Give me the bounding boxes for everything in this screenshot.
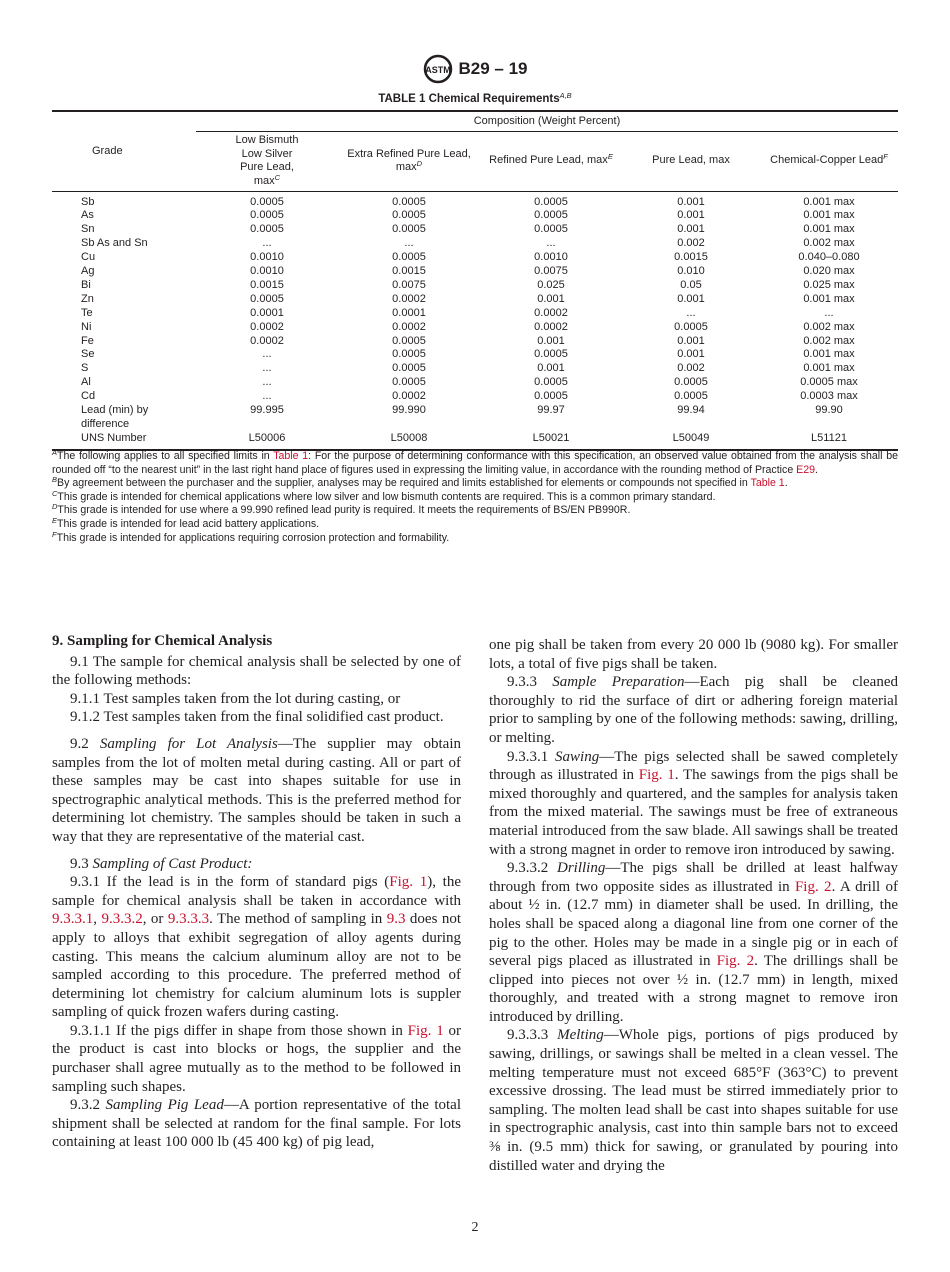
- grade-cell: Se: [81, 348, 95, 361]
- cross-reference-link[interactable]: Fig. 1: [407, 1022, 444, 1039]
- value-cell: 0.0005: [534, 223, 568, 236]
- table-row: [52, 209, 898, 223]
- value-cell: ...: [686, 306, 696, 319]
- table-title: [0, 93, 950, 105]
- text-run: 9.3.2: [70, 1097, 106, 1114]
- cross-reference-link[interactable]: Fig. 1: [389, 874, 428, 891]
- grade-cell: Te: [81, 306, 93, 319]
- value-cell: 0.001: [677, 209, 705, 222]
- italic-run: Sampling Pig Lead: [105, 1097, 224, 1114]
- grade-cell: As: [81, 209, 94, 222]
- value-cell: 0.040–0.080: [798, 251, 860, 264]
- value-cell: 0.0005: [534, 195, 568, 208]
- text-run: —Whole pigs, portions of pigs produced by sawing, drillings, or sawings shall be melted in a clean vessel. The melting temperature must not exceed 685°F (363°C) to prevent excessive drossing. The lead must be stirred immediately prior to sampling. The molten lead shall be cast into shapes suitable for use in spectrographic analysis, cast into thin sample bars not to exceed ⅜ in. (9.5 mm) thick for sawing, or granulated by pouring into distilled water and drying the: [489, 1027, 899, 1174]
- footnote-mark: D: [52, 502, 58, 512]
- text-run: 9.3.3.1: [507, 748, 556, 765]
- text-run: ), the sample for chemical analysis shall be taken in accordance with: [52, 874, 462, 909]
- value-cell: 0.002: [677, 237, 705, 250]
- grade-cell: Sb: [81, 195, 95, 208]
- value-cell: 0.0005: [534, 376, 568, 389]
- text-run: —The pigs selected shall be sawed completely through as illustrated in: [489, 748, 899, 784]
- text-run: . The sawings from the pigs shall be mixed thoroughly and quartered, and the samples for analysis taken from the mixed material. The sawings must be free of extraneous material introduced from the saw blade. All sawings shall be treated with a strong magnet in order to remove iron introduced by sawing.: [489, 767, 898, 858]
- footnote-mark: A: [52, 448, 58, 457]
- italic-run: Drilling: [556, 860, 606, 877]
- value-cell: L50021: [532, 431, 570, 444]
- table-row: [52, 279, 898, 293]
- column-header: [338, 131, 480, 191]
- paragraph: [52, 690, 461, 709]
- value-cell: 0.0005: [674, 376, 708, 389]
- value-cell: 0.0005: [250, 223, 284, 236]
- footnote: [52, 515, 898, 532]
- grade-cell: Al: [81, 376, 91, 389]
- value-cell: 0.0010: [250, 251, 284, 264]
- page-number: 2: [471, 1220, 479, 1235]
- text-run: : For the purpose of determining conformance with this specification, an observed value obtained from the analysis shall be rounded off “to the nearest unit” in the last right hand place of figures used in expressing the limiting value, in accordance with the rounding method of Practice: [52, 450, 898, 476]
- text-run: This grade is intended for applications requiring corrosion protection and formability.: [56, 531, 450, 544]
- column-footnote-mark: E: [607, 152, 613, 162]
- text-run: 9.2: [70, 735, 100, 752]
- text-run: 9.3.1 If the lead is in the form of standard pigs (: [70, 874, 390, 891]
- value-cell: 0.0015: [392, 265, 426, 278]
- text-run: .: [784, 477, 788, 490]
- column-header-label: Pure Lead, max: [652, 154, 730, 167]
- value-cell: ...: [824, 306, 834, 319]
- grade-cell: Lead (min) by difference: [81, 404, 149, 430]
- value-cell: 0.001: [677, 292, 705, 305]
- value-cell: ...: [262, 348, 272, 361]
- text-run: 9.1 The sample for chemical analysis shall be selected by one of the following methods:: [52, 653, 461, 689]
- footnote: [52, 488, 898, 505]
- footnote-mark: E: [52, 515, 58, 525]
- grade-cell: Ni: [81, 320, 92, 333]
- value-cell: 0.0005: [392, 209, 426, 222]
- column-header-label: Low Bismuth Low Silver Pure Lead, max: [235, 134, 299, 187]
- cross-reference-link[interactable]: Table 1: [273, 450, 309, 462]
- paragraph: [52, 735, 461, 847]
- table-row: [52, 293, 898, 307]
- value-cell: L50008: [390, 431, 428, 444]
- table-row: [52, 321, 898, 335]
- page-header: [0, 54, 950, 84]
- text-run: —The supplier may obtain samples from the lot of molten metal during casting. All or part of these samples may be cast into shapes suitable for use in spectrographic analytical methods. This is the preferred method for determining lot chemistry. The samples should be taken in such a way that they are representative of the material cast.: [52, 735, 462, 845]
- text-run: The following applies to all specified limits in: [57, 450, 274, 462]
- table-row: [52, 390, 898, 404]
- italic-run: Sawing: [555, 748, 600, 765]
- text-run: ,: [93, 911, 102, 928]
- value-cell: 0.0005: [534, 209, 568, 222]
- value-cell: 0.0001: [250, 306, 284, 319]
- text-run: . A drill of about ½ in. (12.7 mm) in diameter shall be used. In drilling, the holes shall be spaced along a diagonal line from one corner of the pig to the other. Holes may be made in a single pig or in each of several pigs placed as illustrated in: [489, 878, 898, 970]
- value-cell: 0.001 max: [803, 209, 855, 222]
- paragraph: [489, 636, 898, 673]
- table-footnotes: [52, 450, 898, 545]
- grade-cell: Ag: [81, 265, 95, 278]
- value-cell: 0.0002: [250, 320, 284, 333]
- value-cell: 0.0005: [392, 223, 426, 236]
- text-run: This grade is intended for chemical applications where low silver and low bismuth contents are required. This is a common primary standard.: [57, 490, 716, 503]
- chemical-requirements-table: [52, 110, 898, 451]
- value-cell: 0.0005: [392, 376, 426, 389]
- value-cell: 0.0001: [392, 306, 426, 319]
- column-header-label: Extra Refined Pure Lead, max: [347, 147, 471, 173]
- value-cell: 99.90: [815, 404, 843, 417]
- text-run: 9.3.3: [507, 674, 553, 691]
- text-run: one pig shall be taken from every 20 000 lb (9080 kg). For smaller lots, a total of five pigs shall be taken.: [489, 637, 898, 672]
- value-cell: 0.0002: [392, 390, 426, 403]
- column-footnote-mark: D: [416, 159, 423, 168]
- cross-reference-link[interactable]: 9.3.3.3: [167, 911, 210, 928]
- text-run: or the product is cast into blocks or hogs, the supplier and the purchaser shall agree mutually as to the method to be followed in sampling such shapes.: [52, 1022, 461, 1095]
- value-cell: 0.001: [677, 334, 705, 347]
- value-cell: 0.025: [537, 278, 565, 291]
- paragraph: [52, 1096, 461, 1152]
- value-cell: 0.001: [537, 292, 565, 305]
- column-header: [480, 131, 622, 191]
- value-cell: 0.0005: [392, 251, 426, 264]
- footnote: [52, 529, 898, 546]
- italic-run: Melting: [557, 1027, 604, 1044]
- grade-header: Grade: [52, 111, 196, 191]
- paragraph: [489, 673, 898, 747]
- table-title-text: TABLE 1 Chemical Requirements: [378, 93, 560, 105]
- table-row: [52, 237, 898, 251]
- value-cell: L50006: [248, 431, 286, 444]
- value-cell: 0.0005: [250, 209, 284, 222]
- value-cell: 99.97: [537, 404, 565, 417]
- value-cell: 0.0002: [534, 306, 568, 319]
- value-cell: 0.0002: [534, 320, 568, 333]
- cross-reference-link[interactable]: 9.3.3.2: [101, 911, 143, 928]
- value-cell: ...: [546, 237, 556, 250]
- grade-cell: Sb As and Sn: [81, 237, 148, 250]
- column-header: [196, 131, 338, 191]
- table-row: [52, 251, 898, 265]
- value-cell: ...: [404, 237, 414, 250]
- value-cell: 0.0005: [250, 195, 284, 208]
- italic-run: Sampling of Cast Product:: [92, 855, 253, 872]
- paragraph: [52, 873, 461, 1022]
- grade-cell: Sn: [81, 223, 95, 236]
- table-row: [52, 307, 898, 321]
- value-cell: 0.0003 max: [800, 390, 858, 403]
- italic-run: Sample Preparation: [552, 674, 685, 691]
- value-cell: 0.020 max: [803, 265, 855, 278]
- value-cell: 0.001: [677, 195, 705, 208]
- value-cell: 0.0002: [250, 334, 284, 347]
- grade-cell: UNS Number: [81, 431, 147, 444]
- footnote-mark: F: [52, 529, 57, 539]
- paragraph: [52, 653, 461, 690]
- text-run: 9.3: [70, 855, 93, 872]
- italic-run: Sampling for Lot Analysis: [99, 735, 278, 752]
- cross-reference-link[interactable]: E29: [796, 463, 816, 476]
- text-run: —The pigs shall be drilled at least halfway through from two opposite sides as illustrated in: [489, 860, 899, 895]
- text-run: 9.3.3.2: [507, 860, 557, 877]
- astm-logo-icon: [423, 54, 453, 84]
- table-row: [52, 223, 898, 237]
- paragraph: [489, 748, 898, 860]
- footnote: [52, 504, 898, 518]
- grade-cell: Cu: [81, 251, 96, 264]
- paragraph: [489, 859, 898, 1026]
- value-cell: L51121: [811, 431, 847, 444]
- value-cell: 0.001: [537, 334, 565, 347]
- grade-cell: Bi: [81, 278, 91, 291]
- footnote-mark: B: [52, 475, 58, 485]
- text-run: . The method of sampling in: [209, 911, 387, 928]
- value-cell: ...: [262, 237, 272, 250]
- value-cell: 0.0005 max: [800, 376, 858, 389]
- value-cell: ...: [262, 390, 272, 403]
- table-row: [52, 432, 898, 450]
- table-title-footnote-marks: A,B: [559, 91, 572, 100]
- text-run: —Each pig shall be cleaned thoroughly to rid the surface of dirt or adhering foreign material prior to sampling by one of the following methods: sawing, drilling, or melting.: [489, 674, 898, 746]
- value-cell: 0.001 max: [803, 348, 855, 361]
- cross-reference-link[interactable]: Fig. 1: [638, 767, 675, 784]
- value-cell: 99.94: [677, 404, 705, 417]
- grade-cell: Fe: [81, 334, 94, 347]
- value-cell: 0.0005: [674, 320, 708, 333]
- text-run: By agreement between the purchaser and the supplier, analyses may be required and limits established for elements or compounds not specified in: [57, 477, 751, 490]
- grade-cell: Zn: [81, 292, 94, 305]
- paragraph: [52, 855, 461, 874]
- value-cell: 0.001 max: [803, 223, 855, 236]
- text-run: This grade is intended for use where a 99.990 refined lead purity is required. It meets the requirements of BS/EN PB990R.: [57, 504, 631, 517]
- column-footnote-mark: F: [883, 152, 888, 162]
- paragraph: [489, 1026, 898, 1175]
- value-cell: 0.0005: [392, 362, 426, 375]
- value-cell: 0.0015: [674, 251, 708, 264]
- value-cell: 0.0002: [392, 320, 426, 333]
- value-cell: 0.0005: [534, 348, 568, 361]
- value-cell: 0.0005: [392, 195, 426, 208]
- value-cell: 0.0005: [250, 292, 284, 305]
- text-run: 9.1.2 Test samples taken from the final solidified cast product.: [70, 709, 444, 726]
- table-row: [52, 348, 898, 362]
- cross-reference-link[interactable]: 9.3: [386, 911, 406, 928]
- right-column: [489, 636, 898, 1175]
- left-column: [52, 632, 461, 1152]
- value-cell: 0.0010: [534, 251, 568, 264]
- value-cell: L50049: [672, 431, 710, 444]
- text-run: does not apply to alloys that exhibit segregation of alloy agents during casting. This means the calcium aluminum alloy are not to be sampled according to this procedure. The preferred method of determining lot chemistry for calcium aluminum lots is suppler sampling of quick frozen wafers during casting.: [52, 911, 462, 1021]
- value-cell: 0.05: [680, 278, 702, 291]
- document-designation: B29 – 19: [458, 59, 528, 78]
- column-footnote-mark: C: [274, 172, 281, 182]
- value-cell: 0.0005: [392, 348, 426, 361]
- table-row: [52, 376, 898, 390]
- value-cell: 0.0075: [534, 265, 568, 278]
- paragraph: [52, 708, 461, 727]
- cross-reference-link[interactable]: Table 1: [750, 477, 785, 490]
- value-cell: 99.990: [392, 404, 426, 417]
- value-cell: 0.0075: [392, 278, 426, 291]
- footnote-mark: C: [52, 488, 58, 498]
- value-cell: ...: [262, 362, 272, 375]
- table-row: [52, 335, 898, 349]
- value-cell: 0.002 max: [803, 334, 855, 347]
- value-cell: 0.002 max: [803, 320, 855, 333]
- text-run: 9.3.1.1 If the pigs differ in shape from those shown in: [70, 1022, 408, 1039]
- value-cell: 0.001: [677, 348, 705, 361]
- table-row: [52, 362, 898, 376]
- section-heading: 9. Sampling for Chemical Analysis: [52, 633, 273, 649]
- value-cell: 0.010: [677, 265, 705, 278]
- paragraph: [52, 1022, 461, 1096]
- column-header: [622, 131, 760, 191]
- value-cell: 0.025 max: [803, 278, 855, 291]
- footnote: [52, 477, 898, 491]
- value-cell: 0.0005: [534, 390, 568, 403]
- text-run: This grade is intended for lead acid battery applications.: [57, 517, 320, 530]
- value-cell: 0.0005: [392, 334, 426, 347]
- table-row: [52, 265, 898, 279]
- cross-reference-link[interactable]: 9.3.3.1: [52, 911, 94, 928]
- value-cell: 0.0010: [250, 265, 284, 278]
- value-cell: 0.001: [537, 362, 565, 375]
- column-header-label: Chemical-Copper Lead: [770, 154, 884, 167]
- text-run: .: [815, 463, 818, 476]
- table-row: [52, 191, 898, 209]
- cross-reference-link[interactable]: Fig. 2: [794, 878, 832, 895]
- cross-reference-link[interactable]: Fig. 2: [716, 953, 755, 970]
- composition-header: Composition (Weight Percent): [196, 111, 898, 131]
- svg-text:ASTM: ASTM: [424, 65, 451, 75]
- text-run: 9.3.3.3: [507, 1027, 558, 1044]
- column-header: [760, 131, 898, 191]
- value-cell: 0.0005: [674, 390, 708, 403]
- text-run: —A portion representative of the total shipment shall be selected at random for the final sample. For lots containing at least 100 000 lb (45 400 kg) of pig lead,: [52, 1097, 462, 1151]
- grade-cell: Cd: [81, 390, 96, 403]
- value-cell: 0.002 max: [803, 237, 855, 250]
- grade-cell: S: [81, 362, 89, 375]
- value-cell: 0.001 max: [803, 362, 855, 375]
- value-cell: ...: [262, 376, 272, 389]
- text-run: 9.1.1 Test samples taken from the lot during casting, or: [70, 690, 401, 707]
- value-cell: 0.002: [677, 362, 705, 375]
- text-run: . The drillings shall be clipped into pieces not over ½ in. (12.7 mm) in length, mixed thoroughly, and treated with a strong magnet to remove iron introduced by drilling.: [489, 953, 898, 1025]
- value-cell: 0.0015: [250, 278, 284, 291]
- text-run: , or: [142, 911, 168, 928]
- value-cell: 0.001 max: [803, 292, 855, 305]
- value-cell: 99.995: [250, 404, 284, 417]
- value-cell: 0.001: [677, 223, 705, 236]
- footnote: [52, 450, 898, 477]
- value-cell: 0.001 max: [803, 195, 855, 208]
- column-header-label: Refined Pure Lead, max: [489, 154, 608, 167]
- value-cell: 0.0002: [392, 292, 426, 305]
- table-row: [52, 404, 898, 432]
